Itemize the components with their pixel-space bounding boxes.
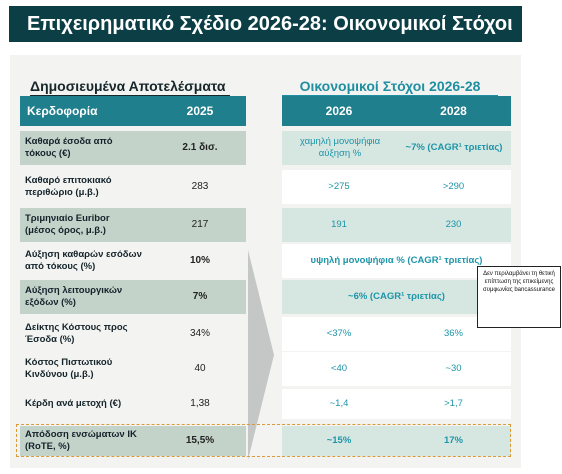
- target-2028: 17%: [443, 435, 463, 446]
- target-combined: υψηλή μονοψήφια % (CAGR¹ τριετίας): [310, 255, 483, 266]
- row-label: Αύξηση λειτουργικών εξόδων (%): [25, 285, 123, 308]
- published-results-header: Δημοσιευμένα Αποτελέσματα: [30, 78, 230, 97]
- target-2026: 191: [331, 219, 347, 230]
- table-row-targets: [282, 208, 511, 242]
- row-label: Τριμηνιαίο Euribor (μέσος όρος, μ.β.): [25, 213, 110, 236]
- row-label: Απόδοση ενσώματων ΙΚ (RoTE, %): [25, 429, 137, 452]
- transition-arrow-shape: [248, 250, 274, 460]
- target-combined: ~6% (CAGR¹ τριετίας): [348, 291, 445, 302]
- row-label: Αύξηση καθαρών εσόδων από τόκους (%): [25, 249, 142, 272]
- table-header-right: [282, 96, 511, 126]
- target-2028: >1,7: [444, 398, 463, 409]
- table-row: [20, 208, 246, 242]
- target-2028: 230: [445, 219, 462, 230]
- value-2025: 40: [194, 363, 206, 374]
- table-row-targets: [282, 426, 511, 456]
- row-label: Κόστος Πιστωτικού Κινδύνου (μ.β.): [25, 357, 113, 380]
- table-row: [20, 170, 246, 204]
- table-row: [20, 280, 246, 314]
- table-row: [20, 352, 246, 386]
- target-2026: >275: [328, 181, 350, 192]
- value-2025: 10%: [189, 255, 210, 266]
- table-row-targets: [282, 352, 511, 386]
- value-2025: 1,38: [190, 398, 210, 409]
- target-2026: <37%: [326, 328, 352, 339]
- value-2025: 34%: [189, 328, 210, 339]
- table-row: [20, 317, 246, 351]
- row-label: Κέρδη ανά μετοχή (€): [25, 398, 122, 409]
- value-2025: 217: [191, 219, 209, 230]
- header-metric: Κερδοφορία: [27, 104, 98, 118]
- table-row-targets: [282, 389, 511, 419]
- table-row: [20, 131, 246, 165]
- target-2026: <40: [330, 363, 348, 374]
- footnote-callout: Δεν περιλαμβάνει τη θετική επίπτωση της επικείμενης συμφωνίας bancassurance: [477, 266, 561, 328]
- value-2025: 283: [191, 181, 209, 192]
- target-2026: χαμηλή μονοψήφια αύξηση %: [299, 136, 381, 159]
- target-2028: ~30: [445, 363, 462, 374]
- table-row: [20, 244, 246, 278]
- target-2028: 36%: [443, 328, 463, 339]
- table-row: [20, 389, 246, 419]
- header-2025: 2025: [186, 104, 214, 118]
- row-label: Καθαρά έσοδα από τόκους (€): [25, 136, 113, 159]
- value-2025: 15,5%: [185, 435, 215, 446]
- header-2028: 2028: [440, 104, 467, 118]
- table-row: [20, 426, 246, 456]
- table-row-targets: [282, 131, 511, 165]
- target-2026: ~1,4: [329, 398, 349, 409]
- header-2026: 2026: [325, 104, 353, 118]
- target-2028: >290: [442, 181, 465, 192]
- table-row-targets: [282, 170, 511, 204]
- value-2025: 7%: [192, 291, 208, 302]
- financial-targets-header: Οικονομικοί Στόχοι 2026-28: [282, 78, 498, 96]
- row-label: Δείκτης Κόστους προς Έσοδα (%): [25, 322, 128, 345]
- row-label: Καθαρό επιτοκιακό περιθώριο (μ.β.): [25, 175, 112, 198]
- value-2025: 2.1 δισ.: [182, 142, 218, 153]
- target-2026: ~15%: [326, 435, 352, 446]
- table-header-left: [20, 96, 246, 126]
- target-2028: ~7% (CAGR¹ τριετίας): [405, 142, 503, 153]
- page-title: Επιχειρηματικό Σχέδιο 2026-28: Οικονομικοί Στόχοι: [9, 6, 522, 42]
